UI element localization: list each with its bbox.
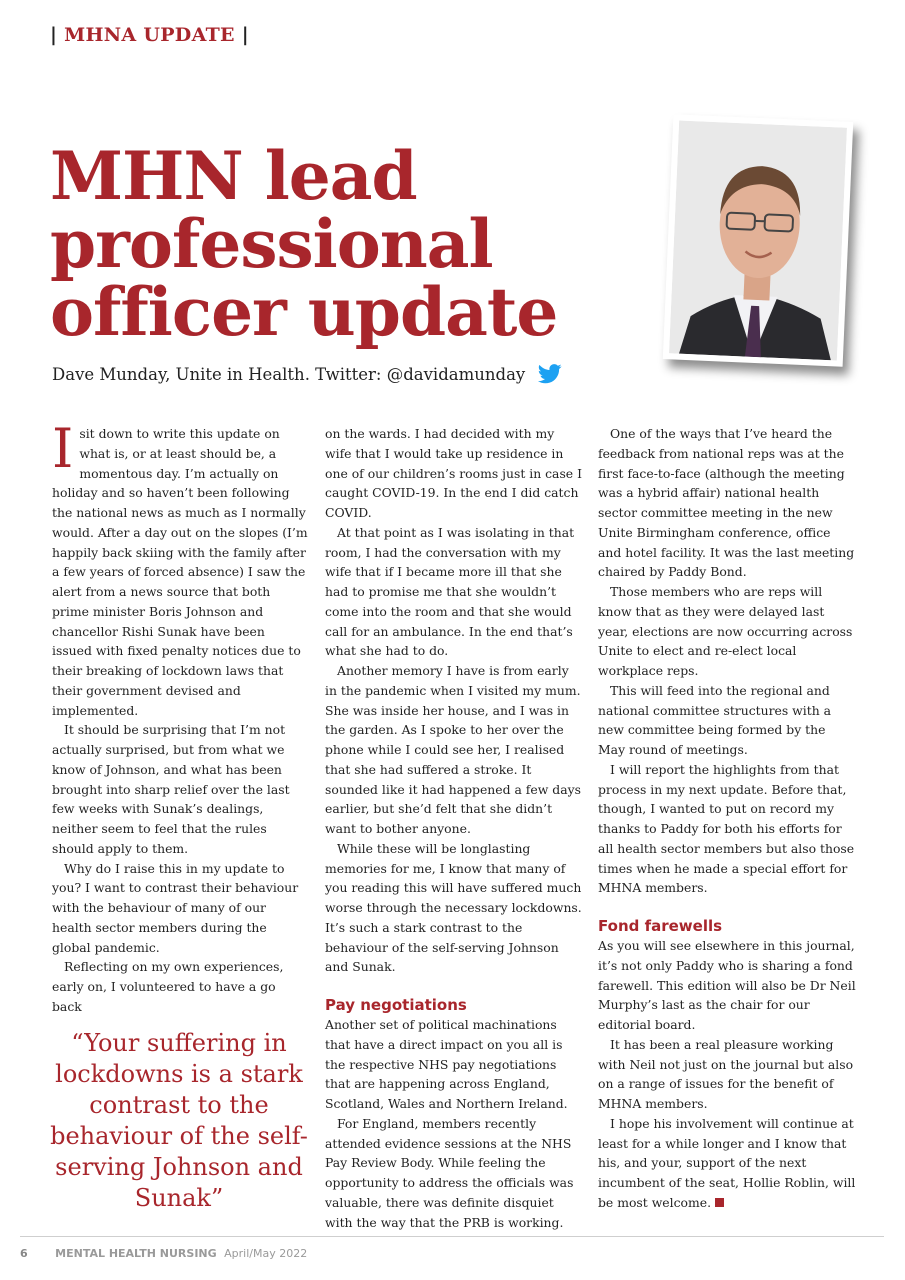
section-tag-label: MHNA UPDATE [64, 24, 235, 46]
page-number: 6 [20, 1247, 28, 1260]
author-photo [663, 114, 854, 367]
paragraph: It should be surprising that I’m not actually surprised, but from what we know of Johnson, and what has been brought into sharp relief over the last few weeks with Sunak’s dealings, neither seem to feel that the rules should apply to them. [52, 722, 290, 856]
twitter-icon [538, 364, 562, 384]
article-headline: MHN lead professional officer update [50, 137, 558, 351]
paragraph: This will feed into the regional and national committee structures with a new committee being formed by the May round of meetings. [598, 682, 832, 757]
end-mark-icon [715, 1198, 724, 1207]
paragraph: I will report the highlights from that process in my next update. Before that, though, I wanted to put on record my thanks to Paddy for both his efforts for all health sector members but also those times when he made a special effort for MHNA members. [598, 761, 855, 896]
byline [52, 364, 562, 384]
section-tag-bar-left: | [50, 24, 58, 46]
paragraph: For England, members recently attended evidence sessions at the NHS Pay Review Body. While feeling the opportunity to address the officials was valuable, there was definite disquiet with the way that the PRB is working. [325, 1115, 574, 1230]
column-2 [325, 424, 583, 1232]
paragraph: Another set of political machinations that have a direct impact on you all is the respective NHS pay negotiations that are happening across England, Scotland, Wales and Northern Ireland. [325, 1017, 568, 1111]
paragraph: At that point as I was isolating in that room, I had the conversation with my wife that if I became more ill that she had to promise me that she wouldn’t come into the room and that she would call for an ambulance. In the end that’s what she had to do. [325, 524, 575, 659]
paragraph: While these will be longlasting memories for me, I know that many of you reading this will have suffered much worse through the necessary lockdowns. It’s such a stark contrast to the behaviour of the self-serving Johnson and Sunak. [325, 840, 582, 975]
paragraph: Why do I raise this in my update to you? I want to contrast their behaviour with the behaviour of many of our health sector members during the global pandemic. [52, 860, 299, 955]
page-footer [20, 1247, 307, 1260]
paragraph: on the wards. I had decided with my wife that I would take up residence in one of our children’s rooms just in case I caught COVID-19. In the end I did catch COVID. [325, 426, 582, 520]
paragraph: As you will see elsewhere in this journal, it’s not only Paddy who is sharing a fond farewell. This edition will also be Dr Neil Murphy’s last as the chair for our editorial board. [598, 938, 856, 1032]
footer-divider [20, 1236, 884, 1237]
final-paragraph [598, 1114, 856, 1213]
subheading-pay-negotiations: Pay negotiations [325, 996, 467, 1014]
drop-cap: I [52, 417, 74, 480]
paragraph: One of the ways that I’ve heard the feedback from national reps was at the first face-to-face (although the meeting was a hybrid affair) national health sector committee meeting in the new Unite Birmingham conference, office and hotel facility. It was the last meeting chaired by Paddy Bond. [598, 426, 855, 580]
column-1 [52, 417, 308, 1017]
paragraph: Reflecting on my own experiences, early on, I volunteered to have a go back [52, 959, 284, 1014]
paragraph: It has been a real pleasure working with Neil not just on the journal but also on a range of issues for the benefit of MHNA members. [598, 1036, 854, 1111]
pull-quote: “Your suffering in lockdowns is a stark contrast to the behaviour of the self-serving Johnson and Sunak” [50, 1029, 308, 1212]
section-tag-bar-right: | [241, 24, 249, 46]
final-paragraph-text: I hope his involvement will continue at least for a while longer and I know that his, and your, support of the next incumbent of the seat, Hollie Roblin, will be most welcome. [598, 1115, 856, 1210]
paragraph: Those members who are reps will know that as they were delayed last year, elections are now occurring across Unite to elect and re-elect local workplace reps. [598, 584, 853, 678]
section-tag [50, 24, 249, 46]
issue-date: April/May 2022 [224, 1247, 308, 1260]
column-3 [598, 424, 856, 1213]
paragraph: Another memory I have is from early in the pandemic when I visited my mum. She was inside her house, and I was in the garden. As I spoke to her over the phone while I could see her, I realised that she had suffered a stroke. It sounded like it had happened a few days earlier, but she’d felt that she didn’t want to bother anyone. [325, 663, 581, 836]
paragraph: sit down to write this update on what is, or at least should be, a momentous day. I’m actually on holiday and so haven’t been following the national news as much as I normally would. After a day out on the slopes (I’m happily back skiing with the family after a few years of forced absence) I saw the alert from a news source that both prime minister Boris Johnson and chancellor Rishi Sunak have been issued with fixed penalty notices due to their breaking of lockdown laws that their government devised and implemented. [52, 426, 308, 718]
byline-text: Dave Munday, Unite in Health. Twitter: @davidamunday [52, 365, 526, 384]
journal-name: MENTAL HEALTH NURSING [55, 1247, 217, 1260]
subheading-fond-farewells: Fond farewells [598, 917, 723, 935]
